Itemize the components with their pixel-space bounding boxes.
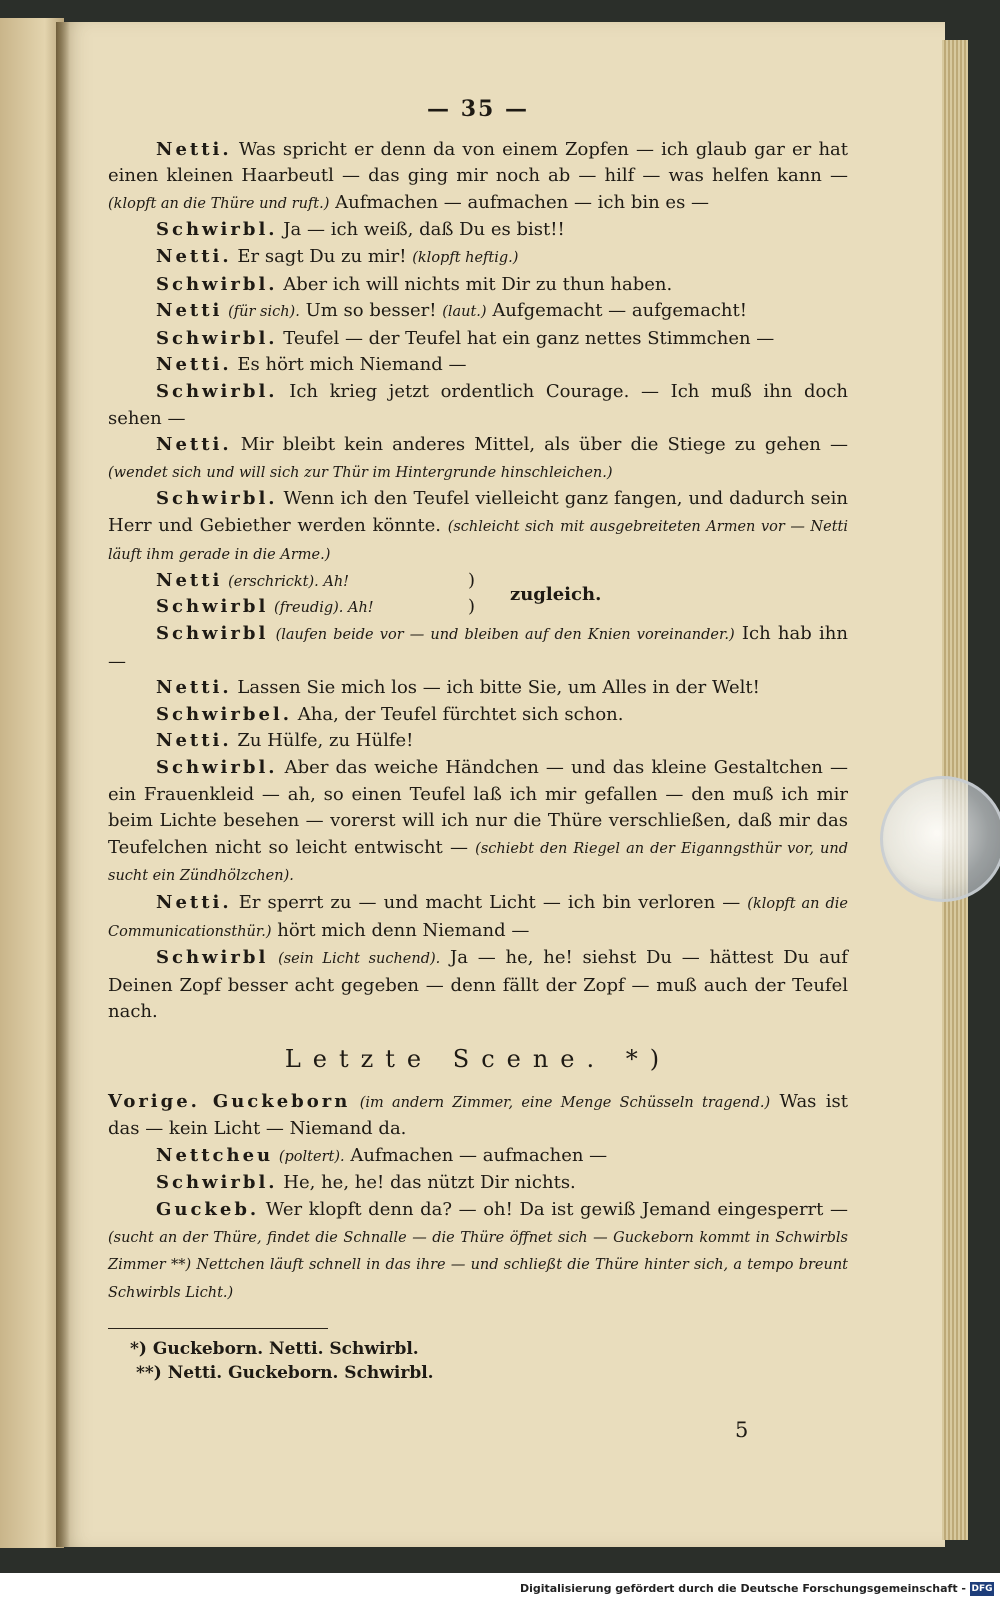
speaker-name: Netti. xyxy=(156,892,232,914)
dialogue-text: Lassen Sie mich los — ich bitte Sie, um Alles in der Welt! xyxy=(237,677,760,699)
speaker-name: Schwirbl xyxy=(156,947,269,969)
signature-mark: 5 xyxy=(735,1418,749,1442)
dialogue-text: Aufmachen — aufmachen — xyxy=(350,1144,608,1166)
dialogue-text: Ich hab ihn — xyxy=(108,623,848,672)
speaker-name: Netti. xyxy=(156,138,232,160)
speaker-name: Schwirbl. xyxy=(156,757,278,779)
dialogue-text: Zu Hülfe, zu Hülfe! xyxy=(237,730,414,752)
zugleich-label: zugleich. xyxy=(510,584,602,606)
zugleich-group xyxy=(108,568,848,621)
dialogue-text: Wenn ich den Teufel vielleicht ganz fangen, und dadurch sein Herr und Gebiether werden könnte. xyxy=(108,488,848,536)
dialogue-text: Aufgemacht — aufgemacht! xyxy=(492,300,747,322)
dialogue-text: hört mich denn Niemand — xyxy=(277,919,530,941)
stage-direction: (klopft an die Thüre und ruft.) xyxy=(108,195,330,212)
dialogue-line xyxy=(108,621,848,675)
zugleich-text: (erschrickt). Ah! xyxy=(228,574,349,591)
footer-credit: Digitalisierung gefördert durch die Deutsche Forschungsgemeinschaft - xyxy=(519,1582,966,1595)
speaker-name: Schwirbl. xyxy=(156,219,278,241)
page-number: — 35 — xyxy=(427,96,529,122)
zugleich-text: (freudig). Ah! xyxy=(274,600,374,617)
dfg-logo: DFG xyxy=(971,1584,993,1594)
dialogue-line xyxy=(108,352,848,379)
dialogue-line xyxy=(108,945,848,1026)
speaker-name: Schwirbl. xyxy=(156,488,278,510)
dialogue-text: Wer klopft denn da? — oh! Da ist gewiß Jemand eingesperrt — xyxy=(265,1198,848,1220)
dialogue-text: Ja — he, he! siehst Du — hättest Du auf Deinen Zopf besser acht gegeben — denn fällt der Zopf — muß auch der Teufel nach. xyxy=(108,947,848,1023)
dialogue-line xyxy=(108,217,848,244)
speaker-name: Netti. xyxy=(156,677,232,699)
dialogue-text: Es hört mich Niemand — xyxy=(237,354,467,376)
brace: ) ) xyxy=(468,570,476,618)
magnifier-lens xyxy=(880,776,1000,902)
speaker-name: Netti. xyxy=(156,434,232,456)
dialogue-line xyxy=(108,702,848,729)
dialogue-text: Er sagt Du zu mir! xyxy=(237,245,407,267)
speaker-name: Nettcheu xyxy=(156,1144,274,1166)
dialogue-text: Ja — ich weiß, daß Du es bist!! xyxy=(283,219,565,241)
speaker-name: Schwirbl xyxy=(156,623,269,645)
dialogue-line xyxy=(108,1089,848,1143)
footnote-rule xyxy=(108,1328,328,1329)
dialogue-text: Was ist das — kein Licht — Niemand da. xyxy=(108,1090,848,1140)
page-text xyxy=(108,96,848,1385)
dialogue-line xyxy=(108,326,848,353)
stage-direction: (laufen beide vor — und bleiben auf den Knien voreinander.) xyxy=(275,627,735,644)
dialogue-line xyxy=(108,675,848,702)
dialogue-line xyxy=(108,1170,848,1197)
dialogue-text: Aber das weiche Händchen — und das kleine Gestaltchen — ein Frauenkleid — ah, so einen Teufel laß ich mir gefallen — den muß ich mir beim Lichte besehen — vorerst will ich nur die Thüre verschließen, daß mir das Teufelchen nicht so leicht entwischt — xyxy=(108,757,848,858)
stage-direction: (laut.) xyxy=(442,304,487,321)
dialogue-block-3 xyxy=(108,1089,848,1307)
speaker-name: Schwirbl. xyxy=(156,1172,278,1194)
zugleich-line-netti xyxy=(156,568,349,596)
speaker-name: Schwirbl. xyxy=(156,380,278,402)
speaker-name: Netti xyxy=(156,570,223,592)
dialogue-text: He, he, he! das nützt Dir nichts. xyxy=(283,1172,576,1194)
dialogue-line xyxy=(108,890,848,945)
binding-shadow xyxy=(56,22,70,1547)
dialogue-text: Teufel — der Teufel hat ein ganz nettes Stimmchen — xyxy=(283,327,775,349)
dialogue-line xyxy=(108,755,848,890)
dialogue-line xyxy=(108,728,848,755)
stage-direction: (im andern Zimmer, eine Menge Schüsseln tragend.) xyxy=(359,1094,771,1111)
dialogue-line xyxy=(108,137,848,218)
speaker-name: Schwirbel. xyxy=(156,703,293,725)
stage-direction: (schleicht sich mit ausgebreiteten Armen vor — Netti läuft ihm gerade in die Arme.) xyxy=(108,518,848,563)
speaker-name: Netti. xyxy=(156,245,232,267)
stage-direction: (klopft an die Communicationsthür.) xyxy=(108,896,848,940)
dialogue-block-2 xyxy=(108,621,848,1026)
stage-direction: (poltert). xyxy=(278,1148,345,1165)
footnote-1: *) Guckeborn. Netti. Schwirbl. xyxy=(130,1339,419,1360)
dialogue-text: Aha, der Teufel fürchtet sich schon. xyxy=(297,703,624,725)
dialogue-line xyxy=(108,298,848,326)
dialogue-line xyxy=(108,432,848,486)
speaker-name: Netti. xyxy=(156,354,232,376)
speaker-name: Schwirbl xyxy=(156,596,269,618)
dialogue-text: Aufmachen — aufmachen — ich bin es — xyxy=(335,191,710,213)
speaker-name: Netti xyxy=(156,300,223,322)
stage-direction: (sein Licht suchend). xyxy=(278,951,441,968)
dialogue-line xyxy=(108,272,848,299)
dialogue-line xyxy=(108,379,848,432)
stage-direction: (wendet sich und will sich zur Thür im Hintergrunde hinschleichen.) xyxy=(108,464,613,481)
dialogue-line xyxy=(108,486,848,568)
speaker-name: Netti. xyxy=(156,730,232,752)
dialogue-text: Um so besser! xyxy=(305,300,437,322)
speaker-name: Schwirbl. xyxy=(156,327,278,349)
dialogue-text: Aber ich will nichts mit Dir zu thun haben. xyxy=(283,273,673,295)
stage-direction: (klopft heftig.) xyxy=(412,249,519,266)
stage-direction: (für sich). xyxy=(228,304,300,321)
footnote-2: **) Netti. Guckeborn. Schwirbl. xyxy=(136,1363,434,1384)
scene-title: Letzte Scene. *) xyxy=(284,1045,672,1073)
speaker-name: Schwirbl. xyxy=(156,273,278,295)
dialogue-text: Er sperrt zu — und macht Licht — ich bin verloren — xyxy=(238,892,741,914)
dialogue-text: Ich krieg jetzt ordentlich Courage. — Ich muß ihn doch sehen — xyxy=(108,380,848,429)
stage-direction: (schiebt den Riegel an der Eiganngsthür vor, und sucht ein Zündhölzchen). xyxy=(108,840,848,885)
zugleich-line-schwirbl xyxy=(156,594,374,622)
dialogue-line xyxy=(108,1143,848,1171)
speaker-name: Vorige. Guckeborn xyxy=(108,1090,351,1112)
dialogue-line xyxy=(108,1197,848,1306)
stage-direction: (sucht an der Thüre, findet die Schnalle — die Thüre öffnet sich — Guckeborn kommt in Schwirbls Zimmer **) Nettchen läuft schnell in das ihre — und schließt die Thüre hinter sich, a tempo breunt Schwirbls Licht.) xyxy=(108,1229,848,1301)
speaker-name: Guckeb. xyxy=(156,1198,260,1220)
dialogue-text: Mir bleibt kein anderes Mittel, als über die Stiege zu gehen — xyxy=(240,434,848,456)
dialogue-line xyxy=(108,244,848,272)
dialogue-text: Was spricht er denn da von einem Zopfen — ich glaub gar er hat einen kleinen Haarbeutl — das ging mir noch ab — hilf — was helfen kann — xyxy=(108,138,848,187)
left-page-edge xyxy=(0,18,64,1548)
dialogue-block-1 xyxy=(108,137,848,569)
footer-band xyxy=(0,1573,1000,1599)
